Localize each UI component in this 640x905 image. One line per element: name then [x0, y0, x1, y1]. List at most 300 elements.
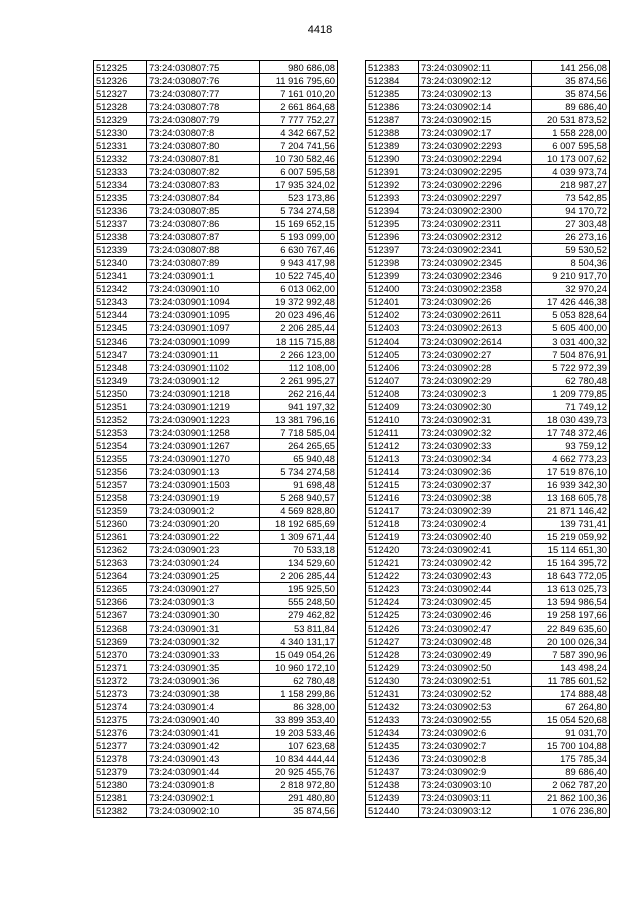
cadastral-number-cell: 73:24:030807:81	[147, 152, 260, 165]
value-cell: 18 115 715,88	[260, 334, 338, 347]
cadastral-number-cell: 73:24:030807:75	[147, 61, 260, 74]
record-number-cell: 512331	[94, 139, 147, 152]
value-cell: 143 498,24	[532, 661, 610, 674]
table-row	[366, 635, 610, 648]
record-number-cell: 512377	[94, 739, 147, 752]
record-number-cell: 512330	[94, 126, 147, 139]
record-number-cell: 512407	[366, 374, 419, 387]
record-number-cell: 512351	[94, 400, 147, 413]
value-cell: 35 874,56	[260, 804, 338, 817]
record-number-cell: 512364	[94, 569, 147, 582]
table-row	[366, 139, 610, 152]
cadastral-number-cell: 73:24:030901:4	[147, 700, 260, 713]
cadastral-number-cell: 73:24:030807:79	[147, 113, 260, 126]
table-row	[94, 804, 338, 817]
cadastral-number-cell: 73:24:030902:44	[419, 582, 532, 595]
table-row	[366, 556, 610, 569]
table-row	[366, 178, 610, 191]
record-number-cell: 512362	[94, 543, 147, 556]
table-row	[366, 230, 610, 243]
cadastral-number-cell: 73:24:030901:1102	[147, 361, 260, 374]
record-number-cell: 512398	[366, 256, 419, 269]
value-cell: 1 558 228,00	[532, 126, 610, 139]
cadastral-number-cell: 73:24:030902:2614	[419, 334, 532, 347]
record-number-cell: 512390	[366, 152, 419, 165]
value-cell: 59 530,52	[532, 243, 610, 256]
record-number-cell: 512375	[94, 713, 147, 726]
table-row	[94, 661, 338, 674]
cadastral-number-cell: 73:24:030901:12	[147, 374, 260, 387]
value-cell: 5 053 828,64	[532, 308, 610, 321]
table-row	[366, 530, 610, 543]
table-row	[366, 439, 610, 452]
table-row	[366, 217, 610, 230]
cadastral-number-cell: 73:24:030902:2296	[419, 178, 532, 191]
table-row	[94, 269, 338, 282]
value-cell: 7 504 876,91	[532, 348, 610, 361]
record-number-cell: 512399	[366, 269, 419, 282]
table-row	[94, 100, 338, 113]
cadastral-number-cell: 73:24:030902:47	[419, 622, 532, 635]
cadastral-number-cell: 73:24:030807:87	[147, 230, 260, 243]
value-cell: 218 987,27	[532, 178, 610, 191]
cadastral-number-cell: 73:24:030902:36	[419, 465, 532, 478]
record-number-cell: 512346	[94, 334, 147, 347]
value-cell: 19 372 992,48	[260, 295, 338, 308]
record-number-cell: 512411	[366, 426, 419, 439]
value-cell: 17 426 446,38	[532, 295, 610, 308]
table-row	[366, 517, 610, 530]
record-number-cell: 512333	[94, 165, 147, 178]
cadastral-number-cell: 73:24:030902:13	[419, 87, 532, 100]
record-number-cell: 512381	[94, 791, 147, 804]
record-number-cell: 512345	[94, 321, 147, 334]
cadastral-number-cell: 73:24:030902:43	[419, 569, 532, 582]
cadastral-number-cell: 73:24:030807:82	[147, 165, 260, 178]
record-number-cell: 512365	[94, 582, 147, 595]
table-row	[366, 413, 610, 426]
record-number-cell: 512380	[94, 778, 147, 791]
table-row	[94, 452, 338, 465]
record-number-cell: 512436	[366, 752, 419, 765]
record-number-cell: 512384	[366, 74, 419, 87]
record-number-cell: 512405	[366, 348, 419, 361]
value-cell: 555 248,50	[260, 595, 338, 608]
cadastral-number-cell: 73:24:030901:1218	[147, 387, 260, 400]
record-number-cell: 512339	[94, 243, 147, 256]
cadastral-number-cell: 73:24:030902:14	[419, 100, 532, 113]
value-cell: 2 266 123,00	[260, 348, 338, 361]
cadastral-number-cell: 73:24:030902:33	[419, 439, 532, 452]
record-number-cell: 512341	[94, 269, 147, 282]
record-number-cell: 512335	[94, 191, 147, 204]
table-row	[366, 661, 610, 674]
record-number-cell: 512417	[366, 504, 419, 517]
record-number-cell: 512388	[366, 126, 419, 139]
table-row	[366, 582, 610, 595]
cadastral-number-cell: 73:24:030902:51	[419, 674, 532, 687]
table-row	[366, 713, 610, 726]
table-row	[94, 491, 338, 504]
cadastral-number-cell: 73:24:030902:48	[419, 635, 532, 648]
cadastral-number-cell: 73:24:030902:9	[419, 765, 532, 778]
value-cell: 8 504,36	[532, 256, 610, 269]
table-row	[94, 113, 338, 126]
value-cell: 13 381 796,16	[260, 413, 338, 426]
value-cell: 7 204 741,56	[260, 139, 338, 152]
table-row	[366, 674, 610, 687]
value-cell: 93 759,12	[532, 439, 610, 452]
value-cell: 20 925 455,76	[260, 765, 338, 778]
table-row	[366, 426, 610, 439]
record-number-cell: 512358	[94, 491, 147, 504]
table-row	[94, 478, 338, 491]
value-cell: 4 569 828,80	[260, 504, 338, 517]
value-cell: 20 100 026,34	[532, 635, 610, 648]
value-cell: 13 168 605,78	[532, 491, 610, 504]
cadastral-number-cell: 73:24:030807:89	[147, 256, 260, 269]
record-number-cell: 512392	[366, 178, 419, 191]
record-number-cell: 512379	[94, 765, 147, 778]
table-row	[94, 517, 338, 530]
table-row	[366, 61, 610, 74]
table-row	[94, 569, 338, 582]
record-number-cell: 512416	[366, 491, 419, 504]
record-number-cell: 512334	[94, 178, 147, 191]
cadastral-number-cell: 73:24:030901:31	[147, 622, 260, 635]
cadastral-number-cell: 73:24:030901:1095	[147, 308, 260, 321]
value-cell: 21 862 100,36	[532, 791, 610, 804]
record-number-cell: 512378	[94, 752, 147, 765]
table-row	[94, 582, 338, 595]
table-row	[94, 230, 338, 243]
record-number-cell: 512404	[366, 334, 419, 347]
record-number-cell: 512328	[94, 100, 147, 113]
record-number-cell: 512348	[94, 361, 147, 374]
cadastral-number-cell: 73:24:030902:2613	[419, 321, 532, 334]
cadastral-number-cell: 73:24:030807:76	[147, 74, 260, 87]
table-row	[94, 361, 338, 374]
value-cell: 18 192 685,69	[260, 517, 338, 530]
cadastral-number-cell: 73:24:030902:6	[419, 726, 532, 739]
value-cell: 35 874,56	[532, 74, 610, 87]
record-number-cell: 512408	[366, 387, 419, 400]
value-cell: 6 630 767,46	[260, 243, 338, 256]
table-row	[366, 100, 610, 113]
record-number-cell: 512349	[94, 374, 147, 387]
table-row	[94, 256, 338, 269]
value-cell: 21 871 146,42	[532, 504, 610, 517]
table-row	[94, 556, 338, 569]
value-cell: 10 834 444,44	[260, 752, 338, 765]
table-row	[366, 595, 610, 608]
table-row	[94, 595, 338, 608]
cadastral-number-cell: 73:24:030901:1258	[147, 426, 260, 439]
value-cell: 139 731,41	[532, 517, 610, 530]
cadastral-number-cell: 73:24:030902:37	[419, 478, 532, 491]
cadastral-number-cell: 73:24:030902:2346	[419, 269, 532, 282]
value-cell: 4 342 667,52	[260, 126, 338, 139]
value-cell: 5 734 274,58	[260, 465, 338, 478]
record-number-cell: 512433	[366, 713, 419, 726]
table-row	[94, 243, 338, 256]
value-cell: 262 216,44	[260, 387, 338, 400]
cadastral-number-cell: 73:24:030901:1503	[147, 478, 260, 491]
record-number-cell: 512393	[366, 191, 419, 204]
value-cell: 62 780,48	[260, 674, 338, 687]
register-table-right	[365, 60, 610, 818]
table-row	[94, 674, 338, 687]
value-cell: 2 261 995,27	[260, 374, 338, 387]
record-number-cell: 512340	[94, 256, 147, 269]
value-cell: 19 203 533,46	[260, 726, 338, 739]
table-row	[366, 543, 610, 556]
value-cell: 141 256,08	[532, 61, 610, 74]
record-number-cell: 512391	[366, 165, 419, 178]
cadastral-number-cell: 73:24:030901:1099	[147, 334, 260, 347]
table-row	[94, 543, 338, 556]
record-number-cell: 512437	[366, 765, 419, 778]
value-cell: 10 173 007,62	[532, 152, 610, 165]
cadastral-number-cell: 73:24:030901:1267	[147, 439, 260, 452]
cadastral-number-cell: 73:24:030902:2358	[419, 282, 532, 295]
cadastral-number-cell: 73:24:030902:8	[419, 752, 532, 765]
value-cell: 7 777 752,27	[260, 113, 338, 126]
value-cell: 15 114 651,30	[532, 543, 610, 556]
cadastral-number-cell: 73:24:030902:28	[419, 361, 532, 374]
cadastral-number-cell: 73:24:030901:44	[147, 765, 260, 778]
value-cell: 19 258 197,66	[532, 608, 610, 621]
value-cell: 17 935 324,02	[260, 178, 338, 191]
table-row	[366, 113, 610, 126]
table-row	[94, 778, 338, 791]
record-number-cell: 512359	[94, 504, 147, 517]
value-cell: 5 193 099,00	[260, 230, 338, 243]
value-cell: 16 939 342,30	[532, 478, 610, 491]
cadastral-number-cell: 73:24:030902:2345	[419, 256, 532, 269]
table-row	[366, 778, 610, 791]
record-number-cell: 512374	[94, 700, 147, 713]
value-cell: 62 780,48	[532, 374, 610, 387]
value-cell: 20 531 873,52	[532, 113, 610, 126]
record-number-cell: 512383	[366, 61, 419, 74]
cadastral-number-cell: 73:24:030901:1	[147, 269, 260, 282]
record-number-cell: 512410	[366, 413, 419, 426]
value-cell: 15 700 104,88	[532, 739, 610, 752]
table-row	[366, 126, 610, 139]
table-row	[94, 178, 338, 191]
value-cell: 18 643 772,05	[532, 569, 610, 582]
value-cell: 6 013 062,00	[260, 282, 338, 295]
table-row	[94, 348, 338, 361]
table-row	[366, 726, 610, 739]
value-cell: 71 749,12	[532, 400, 610, 413]
record-number-cell: 512387	[366, 113, 419, 126]
record-number-cell: 512350	[94, 387, 147, 400]
value-cell: 5 605 400,00	[532, 321, 610, 334]
cadastral-number-cell: 73:24:030807:88	[147, 243, 260, 256]
value-cell: 5 722 972,39	[532, 361, 610, 374]
table-row	[366, 321, 610, 334]
record-number-cell: 512426	[366, 622, 419, 635]
cadastral-number-cell: 73:24:030901:20	[147, 517, 260, 530]
value-cell: 6 007 595,58	[260, 165, 338, 178]
table-row	[366, 791, 610, 804]
cadastral-number-cell: 73:24:030901:3	[147, 595, 260, 608]
value-cell: 107 623,68	[260, 739, 338, 752]
value-cell: 1 076 236,80	[532, 804, 610, 817]
table-row	[366, 152, 610, 165]
record-number-cell: 512369	[94, 635, 147, 648]
record-number-cell: 512366	[94, 595, 147, 608]
table-row	[366, 804, 610, 817]
cadastral-number-cell: 73:24:030901:1094	[147, 295, 260, 308]
cadastral-number-cell: 73:24:030807:83	[147, 178, 260, 191]
cadastral-number-cell: 73:24:030902:50	[419, 661, 532, 674]
record-number-cell: 512370	[94, 648, 147, 661]
record-number-cell: 512425	[366, 608, 419, 621]
value-cell: 15 164 395,72	[532, 556, 610, 569]
table-row	[94, 61, 338, 74]
cadastral-number-cell: 73:24:030902:7	[419, 739, 532, 752]
table-row	[94, 387, 338, 400]
table-row	[94, 74, 338, 87]
table-row	[94, 204, 338, 217]
record-number-cell: 512421	[366, 556, 419, 569]
value-cell: 195 925,50	[260, 582, 338, 595]
table-row	[94, 295, 338, 308]
record-number-cell: 512386	[366, 100, 419, 113]
table-row	[94, 465, 338, 478]
table-row	[366, 361, 610, 374]
record-number-cell: 512338	[94, 230, 147, 243]
table-row	[366, 569, 610, 582]
cadastral-number-cell: 73:24:030901:10	[147, 282, 260, 295]
cadastral-number-cell: 73:24:030902:2611	[419, 308, 532, 321]
cadastral-number-cell: 73:24:030807:85	[147, 204, 260, 217]
table-row	[366, 374, 610, 387]
table-row	[94, 687, 338, 700]
table-row	[94, 765, 338, 778]
table-row	[94, 608, 338, 621]
record-number-cell: 512429	[366, 661, 419, 674]
cadastral-number-cell: 73:24:030902:3	[419, 387, 532, 400]
value-cell: 20 023 496,46	[260, 308, 338, 321]
cadastral-number-cell: 73:24:030901:25	[147, 569, 260, 582]
table-row	[366, 465, 610, 478]
cadastral-number-cell: 73:24:030807:86	[147, 217, 260, 230]
record-number-cell: 512372	[94, 674, 147, 687]
cadastral-number-cell: 73:24:030902:27	[419, 348, 532, 361]
record-number-cell: 512395	[366, 217, 419, 230]
cadastral-number-cell: 73:24:030901:2	[147, 504, 260, 517]
cadastral-number-cell: 73:24:030901:13	[147, 465, 260, 478]
cadastral-number-cell: 73:24:030902:1	[147, 791, 260, 804]
table-row	[366, 648, 610, 661]
cadastral-number-cell: 73:24:030902:49	[419, 648, 532, 661]
cadastral-number-cell: 73:24:030902:40	[419, 530, 532, 543]
cadastral-number-cell: 73:24:030902:34	[419, 452, 532, 465]
value-cell: 35 874,56	[532, 87, 610, 100]
record-number-cell: 512394	[366, 204, 419, 217]
value-cell: 13 613 025,73	[532, 582, 610, 595]
record-number-cell: 512342	[94, 282, 147, 295]
value-cell: 15 049 054,26	[260, 648, 338, 661]
value-cell: 3 031 400,32	[532, 334, 610, 347]
value-cell: 4 662 773,23	[532, 452, 610, 465]
cadastral-number-cell: 73:24:030902:4	[419, 517, 532, 530]
cadastral-number-cell: 73:24:030901:40	[147, 713, 260, 726]
value-cell: 18 030 439,73	[532, 413, 610, 426]
cadastral-number-cell: 73:24:030903:10	[419, 778, 532, 791]
value-cell: 2 661 864,68	[260, 100, 338, 113]
table-row	[94, 374, 338, 387]
table-row	[366, 191, 610, 204]
record-number-cell: 512347	[94, 348, 147, 361]
record-number-cell: 512332	[94, 152, 147, 165]
table-row	[94, 713, 338, 726]
table-row	[366, 478, 610, 491]
value-cell: 134 529,60	[260, 556, 338, 569]
cadastral-number-cell: 73:24:030901:32	[147, 635, 260, 648]
value-cell: 112 108,00	[260, 361, 338, 374]
cadastral-number-cell: 73:24:030901:38	[147, 687, 260, 700]
cadastral-number-cell: 73:24:030902:38	[419, 491, 532, 504]
table-row	[366, 165, 610, 178]
record-number-cell: 512368	[94, 622, 147, 635]
cadastral-number-cell: 73:24:030901:41	[147, 726, 260, 739]
cadastral-number-cell: 73:24:030902:17	[419, 126, 532, 139]
table-row	[366, 752, 610, 765]
table-row	[94, 700, 338, 713]
table-row	[94, 426, 338, 439]
table-row	[366, 608, 610, 621]
record-number-cell: 512389	[366, 139, 419, 152]
value-cell: 1 209 779,85	[532, 387, 610, 400]
table-row	[94, 152, 338, 165]
cadastral-number-cell: 73:24:030902:41	[419, 543, 532, 556]
record-number-cell: 512406	[366, 361, 419, 374]
cadastral-number-cell: 73:24:030903:11	[419, 791, 532, 804]
record-number-cell: 512352	[94, 413, 147, 426]
table-row	[366, 256, 610, 269]
cadastral-number-cell: 73:24:030901:30	[147, 608, 260, 621]
value-cell: 33 899 353,40	[260, 713, 338, 726]
value-cell: 94 170,72	[532, 204, 610, 217]
table-row	[366, 243, 610, 256]
cadastral-number-cell: 73:24:030901:24	[147, 556, 260, 569]
record-number-cell: 512434	[366, 726, 419, 739]
record-number-cell: 512419	[366, 530, 419, 543]
value-cell: 941 197,32	[260, 400, 338, 413]
value-cell: 10 960 172,10	[260, 661, 338, 674]
table-row	[366, 269, 610, 282]
record-number-cell: 512420	[366, 543, 419, 556]
record-number-cell: 512343	[94, 295, 147, 308]
table-row	[94, 530, 338, 543]
table-row	[94, 321, 338, 334]
table-row	[94, 191, 338, 204]
table-row	[366, 687, 610, 700]
record-number-cell: 512439	[366, 791, 419, 804]
table-row	[366, 308, 610, 321]
value-cell: 13 594 986,54	[532, 595, 610, 608]
record-number-cell: 512354	[94, 439, 147, 452]
cadastral-number-cell: 73:24:030901:22	[147, 530, 260, 543]
table-row	[366, 87, 610, 100]
record-number-cell: 512428	[366, 648, 419, 661]
value-cell: 1 309 671,44	[260, 530, 338, 543]
